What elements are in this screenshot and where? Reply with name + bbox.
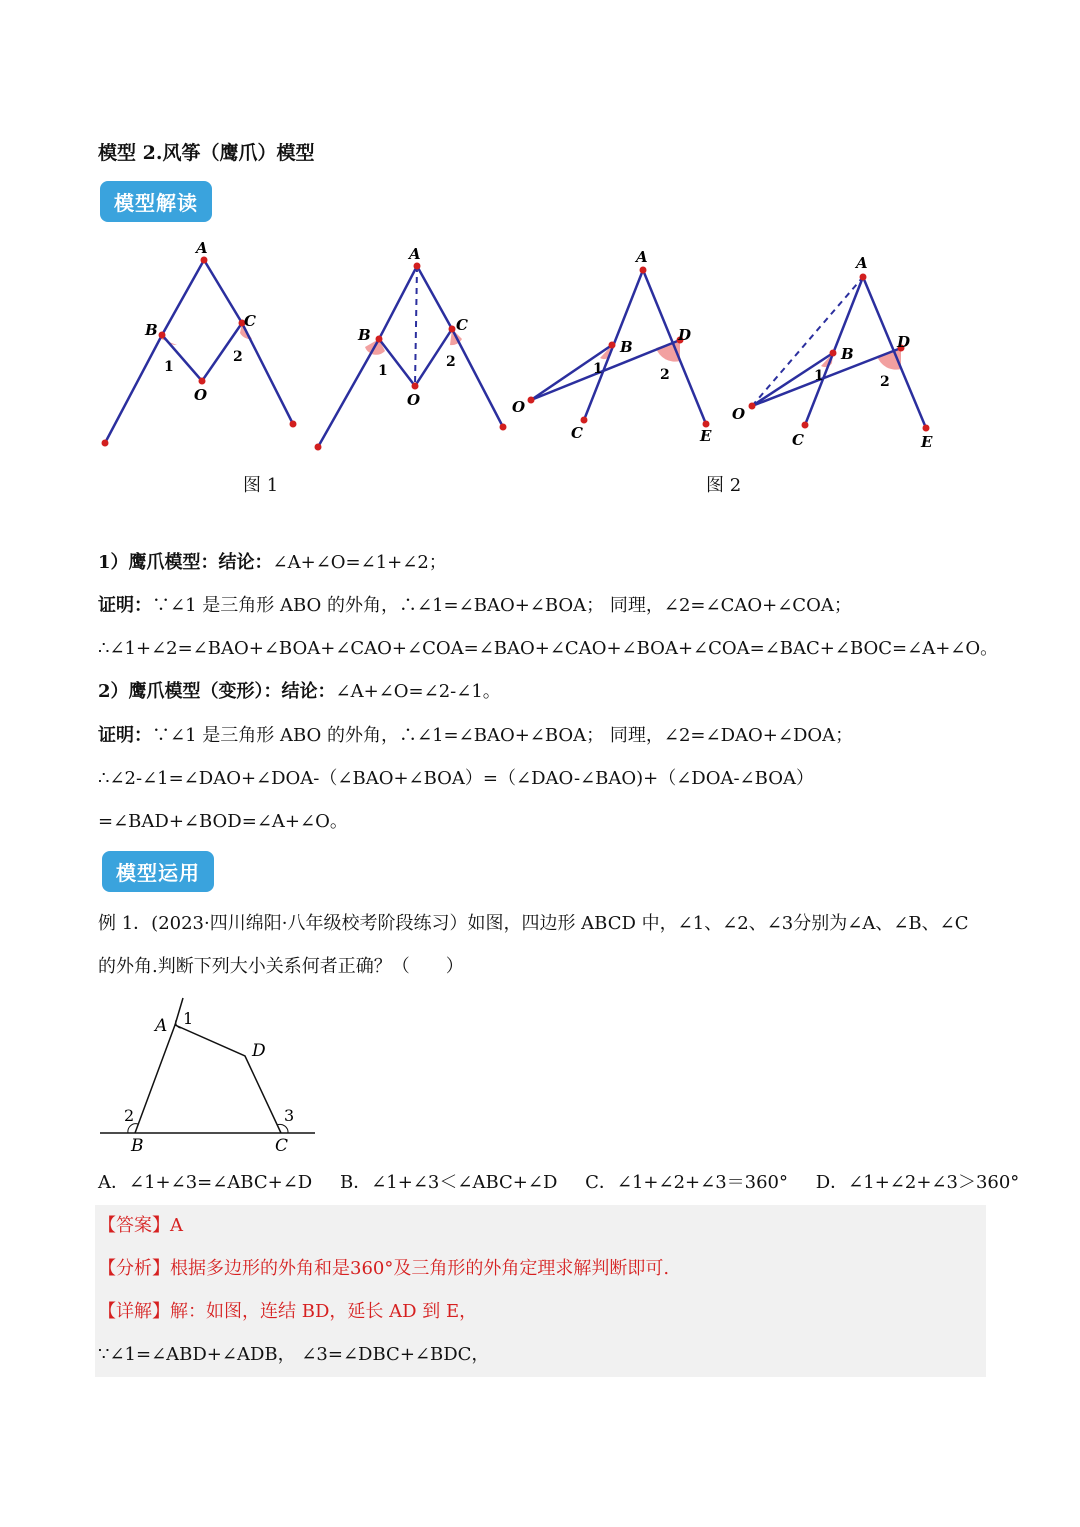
quadrilateral-figure (95, 990, 325, 1155)
example-line2: 的外角.判断下列大小关系何者正确？（ ） (98, 956, 464, 977)
point-o (749, 403, 756, 410)
model2-conclusion: ∠A+∠O=∠2-∠1。 (335, 681, 501, 702)
label-b: B (131, 1136, 144, 1155)
point-c (581, 417, 588, 424)
example-line1: 例 1．(2023·四川绵阳·八年级校考阶段练习）如图，四边形 ABCD 中，∠1、∠2、∠3分别为∠A、∠B、∠C (98, 913, 969, 934)
label-b: B (841, 345, 854, 363)
label-c: C (571, 424, 583, 442)
point-o (199, 378, 206, 385)
label-1: 1 (593, 361, 603, 377)
label-a: A (196, 239, 208, 257)
point-end-left (315, 444, 322, 451)
point-a (414, 263, 421, 270)
model2-proof-line1 (98, 724, 853, 748)
line-ae (863, 277, 926, 428)
label-2: 2 (880, 374, 890, 390)
figure-caption-1: 图 1 (243, 475, 279, 496)
label-b: B (145, 321, 158, 339)
model2-proof-label: 证明： (98, 725, 152, 746)
point-b (609, 342, 616, 349)
label-d: D (252, 1041, 266, 1061)
figure-1a (102, 239, 297, 447)
label-2: 2 (233, 349, 243, 365)
label-c: C (244, 312, 256, 330)
model2-heading-line (98, 680, 501, 704)
label-2: 2 (660, 367, 670, 383)
label-e: E (700, 427, 712, 445)
model1-conclusion: ∠A+∠O=∠1+∠2； (272, 552, 447, 573)
point-end-right (500, 424, 507, 431)
badge-model-apply: 模型运用 (102, 851, 214, 892)
label-c: C (792, 431, 804, 449)
point-o (412, 383, 419, 390)
inner-lines (162, 323, 242, 381)
figure-caption-2: 图 2 (706, 475, 742, 496)
label-1: 1 (164, 359, 174, 375)
label-1: 1 (183, 1009, 194, 1028)
option-d[interactable]: D．∠1+∠2+∠3＞360° (815, 1172, 1020, 1193)
point-end-left (102, 440, 109, 447)
point-o (528, 397, 535, 404)
label-2: 2 (446, 354, 456, 370)
answer-tag: 【答案】 (98, 1215, 170, 1236)
badge-model-interpret: 模型解读 (100, 181, 212, 222)
model2-heading: 2）鹰爪模型（变形）：结论： (98, 681, 336, 702)
model2-proof-line2: ∴∠2-∠1=∠DAO+∠DOA-（∠BAO+∠BOA）=（∠DAO-∠BAO)+（∠DOA-∠BOA） (98, 768, 814, 789)
label-o: O (732, 405, 746, 423)
label-a: A (856, 254, 868, 272)
dashed-ao (415, 266, 417, 386)
analysis-tag: 【分析】 (98, 1258, 170, 1279)
label-3: 3 (284, 1106, 295, 1125)
label-d: D (678, 326, 692, 344)
analysis-text: 根据多边形的外角和是360°及三角形的外角定理求解判断即可. (170, 1258, 670, 1279)
label-a: A (409, 245, 421, 263)
point-end-right (290, 421, 297, 428)
outer-lines (318, 266, 503, 447)
label-a: A (155, 1016, 168, 1036)
figure-1b (315, 245, 507, 451)
label-a: A (636, 248, 648, 266)
label-1: 1 (814, 368, 824, 384)
answer-value: A (170, 1215, 183, 1236)
detail-line (98, 1300, 477, 1324)
figure-2a (512, 248, 712, 445)
detail-text: 解：如图，连结 BD，延长 AD 到 E， (170, 1301, 478, 1322)
point-c (802, 422, 809, 429)
detail-tag: 【详解】 (98, 1301, 170, 1322)
label-o: O (407, 391, 421, 409)
model1-proof-text1: ∵∠1 是三角形 ABO 的外角，∴∠1=∠BAO+∠BOA； 同理，∠2=∠CAO+∠COA； (152, 595, 852, 616)
label-2: 2 (124, 1106, 135, 1125)
model1-proof-label: 证明： (98, 595, 152, 616)
line-ae (643, 270, 706, 424)
kite-model-figures (90, 235, 970, 460)
label-b: B (358, 326, 371, 344)
detail-line2: ∵∠1=∠ABD+∠ADB， ∠3=∠DBC+∠BDC， (98, 1344, 490, 1365)
outer-lines (105, 260, 293, 443)
label-o: O (512, 398, 526, 416)
model2-proof-line3: =∠BAD+∠BOD=∠A+∠O。 (98, 811, 348, 832)
model1-heading: 1）鹰爪模型：结论： (98, 552, 273, 573)
model2-proof-text1: ∵∠1 是三角形 ABO 的外角，∴∠1=∠BAO+∠BOA； 同理，∠2=∠DAO+∠DOA； (152, 725, 854, 746)
answer-line (98, 1214, 183, 1238)
point-e (923, 425, 930, 432)
label-1: 1 (378, 363, 388, 379)
dashed-ao (752, 277, 863, 406)
model1-proof-line1 (98, 594, 852, 618)
option-b[interactable]: B．∠1+∠3＜∠ABC+∠D (339, 1172, 558, 1193)
point-b (376, 336, 383, 343)
label-d: D (897, 333, 911, 351)
analysis-line (98, 1257, 669, 1281)
option-c[interactable]: C．∠1+∠2+∠3＝360° (585, 1172, 789, 1193)
point-b (830, 350, 837, 357)
label-c: C (275, 1136, 289, 1155)
model1-proof-line2: ∴∠1+∠2=∠BAO+∠BOA+∠CAO+∠COA=∠BAO+∠CAO+∠BOA+∠COA=∠BAC+∠BOC=∠A+∠O。 (98, 638, 999, 659)
label-b: B (620, 338, 633, 356)
model1-heading-line (98, 551, 447, 575)
point-a (640, 267, 647, 274)
point-a (860, 274, 867, 281)
point-b (159, 332, 166, 339)
label-c: C (456, 316, 468, 334)
point-a (201, 257, 208, 264)
section-title: 模型 2.风筝（鹰爪）模型 (98, 142, 315, 164)
label-e: E (921, 433, 933, 451)
figure-2b (732, 254, 933, 451)
options-row (98, 1171, 1019, 1195)
point-c (449, 326, 456, 333)
label-o: O (194, 386, 208, 404)
option-a[interactable]: A．∠1+∠3=∠ABC+∠D (98, 1172, 313, 1193)
